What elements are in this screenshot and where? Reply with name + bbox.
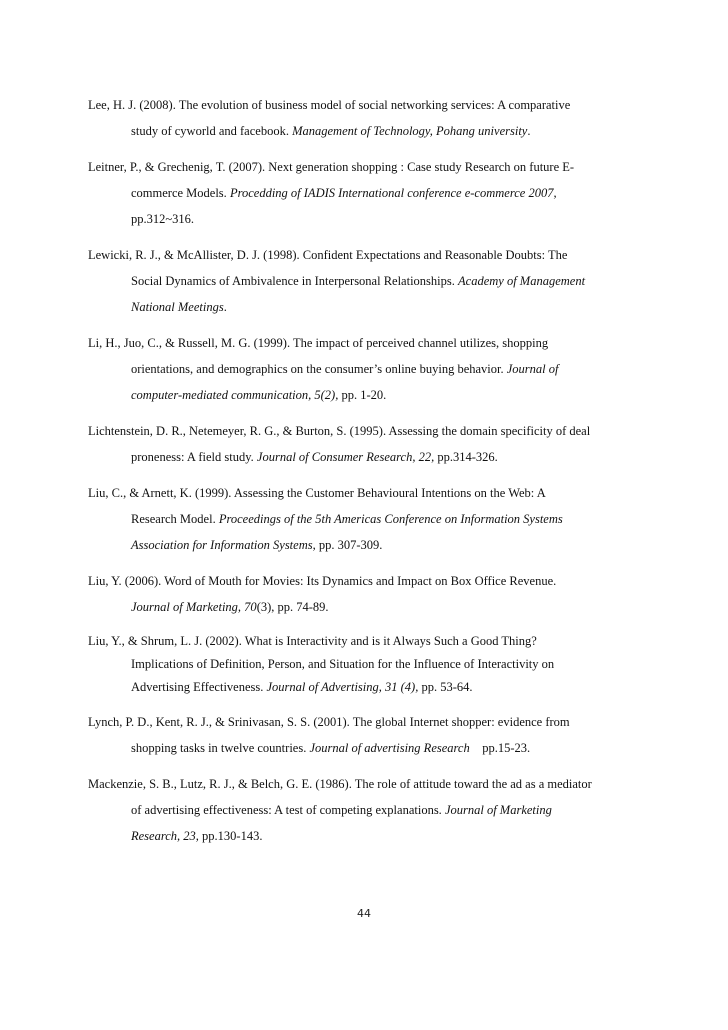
reference-line: Advertising Effectiveness. Journal of Advertising, 31 (4), pp. 53-64. (131, 680, 473, 694)
page-number: 44 (357, 907, 371, 920)
reference-line: Lichtenstein, D. R., Netemeyer, R. G., & Burton, S. (1995). Assessing the domain specificity of deal (88, 424, 591, 438)
reference-line: pp.312~316. (131, 212, 195, 226)
reference-line: study of cyworld and facebook. Management of Technology, Pohang university. (131, 124, 531, 138)
reference-line: proneness: A field study. Journal of Consumer Research, 22, pp.314-326. (131, 450, 498, 464)
reference-line: shopping tasks in twelve countries. Journal of advertising Research pp.15-23. (131, 741, 531, 755)
reference-line: Lynch, P. D., Kent, R. J., & Srinivasan, S. S. (2001). The global Internet shopper: evidence from (88, 715, 570, 729)
reference-gap (88, 558, 648, 568)
reference-line: orientations, and demographics on the consumer’s online buying behavior. Journal of (131, 362, 559, 376)
reference-list (88, 92, 648, 849)
reference-gap (88, 620, 648, 630)
reference-gap (88, 470, 648, 480)
reference-line: Social Dynamics of Ambivalence in Interpersonal Relationships. Academy of Management (131, 274, 586, 288)
reference-line: Liu, C., & Arnett, K. (1999). Assessing the Customer Behavioural Intentions on the Web: A (88, 486, 546, 500)
reference-line: Lewicki, R. J., & McAllister, D. J. (1998). Confident Expectations and Reasonable Doubts: The (88, 248, 568, 262)
reference-line: commerce Models. Procedding of IADIS International conference e-commerce 2007, (131, 186, 557, 200)
reference-entry-lynch-2001 (88, 709, 648, 761)
reference-line: Association for Information Systems, pp. 307-309. (131, 538, 383, 552)
reference-line: Liu, Y., & Shrum, L. J. (2002). What is Interactivity and is it Always Such a Good Thing? (88, 634, 537, 648)
reference-line: National Meetings. (131, 300, 227, 314)
reference-entry-liu-shrum-2002 (88, 630, 648, 699)
reference-line: Liu, Y. (2006). Word of Mouth for Movies: Its Dynamics and Impact on Box Office Revenue. (88, 574, 557, 588)
reference-entry-liu-1999 (88, 480, 648, 558)
reference-line: Implications of Definition, Person, and Situation for the Influence of Interactivity on (131, 657, 555, 671)
reference-line: Li, H., Juo, C., & Russell, M. G. (1999). The impact of perceived channel utilizes, shopping (88, 336, 549, 350)
reference-entry-lichtenstein-1995 (88, 418, 648, 470)
reference-line: computer-mediated communication, 5(2), pp. 1-20. (131, 388, 387, 402)
reference-line: Research, 23, pp.130-143. (131, 829, 263, 843)
reference-gap (88, 408, 648, 418)
reference-entry-mackenzie-1986 (88, 771, 648, 849)
reference-entry-lee-2008 (88, 92, 648, 144)
reference-gap (88, 144, 648, 154)
reference-line: Journal of Marketing, 70(3), pp. 74-89. (131, 600, 329, 614)
reference-line: Research Model. Proceedings of the 5th Americas Conference on Information Systems (131, 512, 563, 526)
reference-gap (88, 699, 648, 709)
reference-gap (88, 232, 648, 242)
reference-gap (88, 320, 648, 330)
reference-line: Leitner, P., & Grechenig, T. (2007). Next generation shopping : Case study Research on future E- (88, 160, 575, 174)
reference-line: of advertising effectiveness: A test of competing explanations. Journal of Marketing (131, 803, 552, 817)
reference-entry-li-1999 (88, 330, 648, 408)
reference-entry-lewicki-1998 (88, 242, 648, 320)
reference-entry-liu-2006 (88, 568, 648, 620)
reference-entry-leitner-2007 (88, 154, 648, 232)
reference-line: Lee, H. J. (2008). The evolution of business model of social networking services: A comparative (88, 98, 571, 112)
reference-gap (88, 761, 648, 771)
reference-line: Mackenzie, S. B., Lutz, R. J., & Belch, G. E. (1986). The role of attitude toward the ad as a mediator (88, 777, 592, 791)
